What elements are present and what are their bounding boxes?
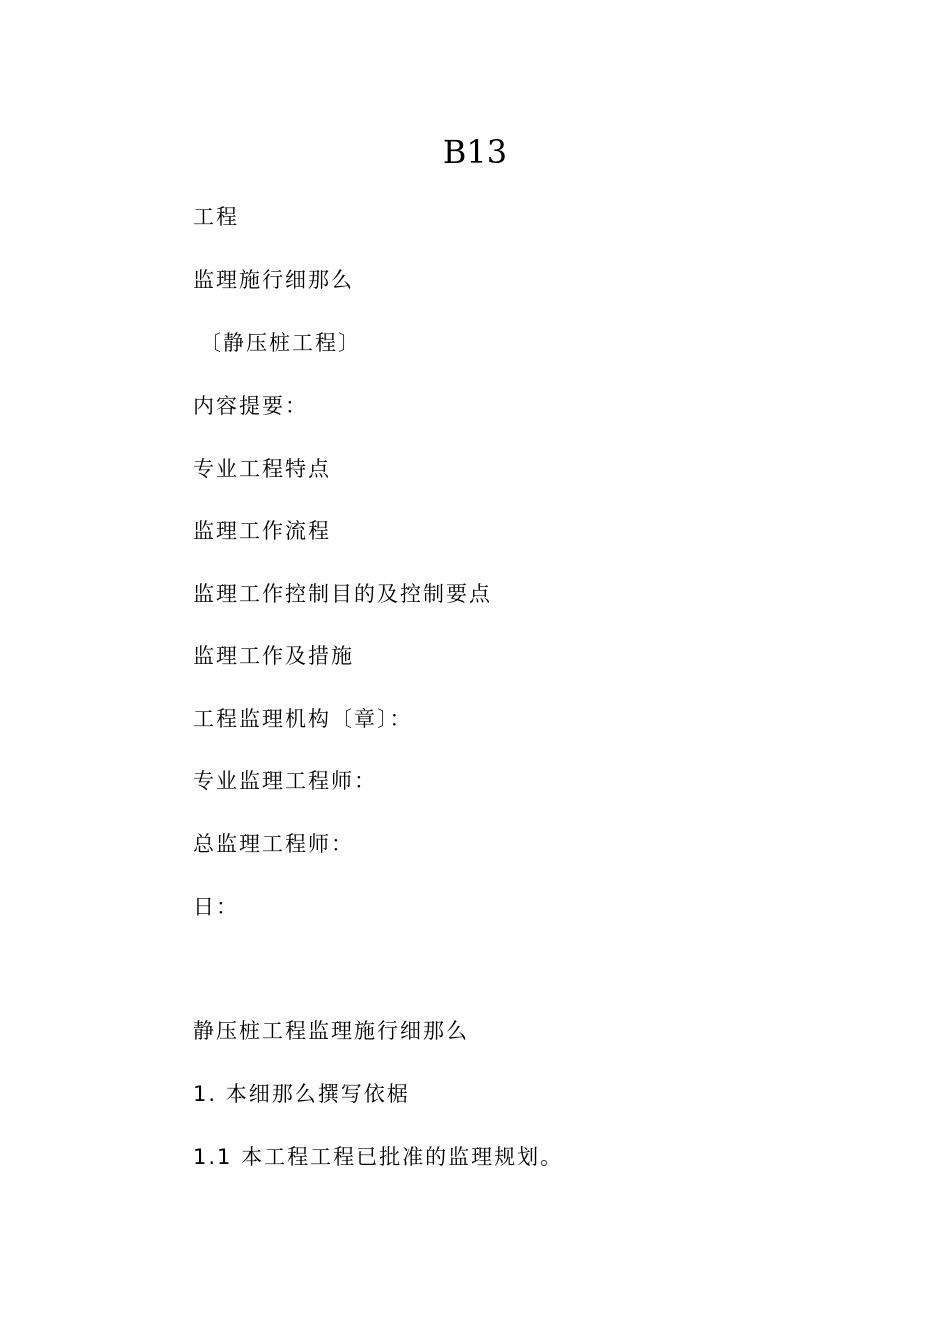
cover-line-summary-label: 内容提要：: [193, 394, 308, 418]
cover-line-specialist-engineer: 专业监理工程师：: [193, 769, 377, 793]
cover-line-project: 工程: [193, 205, 239, 229]
cover-line-summary-item-1: 专业工程特点: [193, 457, 331, 481]
body-title: 静压桩工程监理施行细那么: [193, 1019, 469, 1043]
section-1-1-text: 1.1 本工程工程已批准的监理规划。: [193, 1145, 564, 1169]
cover-line-summary-item-3: 监理工作控制目的及控制要点: [193, 582, 492, 606]
cover-line-chief-engineer: 总监理工程师：: [193, 832, 354, 856]
cover-line-date: 日：: [193, 895, 239, 919]
cover-line-agency-seal: 工程监理机构〔章〕：: [193, 707, 413, 731]
cover-line-subtitle: 〔静压桩工程〕: [200, 331, 361, 355]
cover-line-summary-item-4: 监理工作及措施: [193, 644, 354, 668]
cover-line-summary-item-2: 监理工作流程: [193, 519, 331, 543]
document-code: B13: [442, 133, 508, 171]
cover-line-rules-title: 监理施行细那么: [193, 268, 354, 292]
section-1-heading: 1. 本细那么撰写依椐: [193, 1082, 410, 1106]
